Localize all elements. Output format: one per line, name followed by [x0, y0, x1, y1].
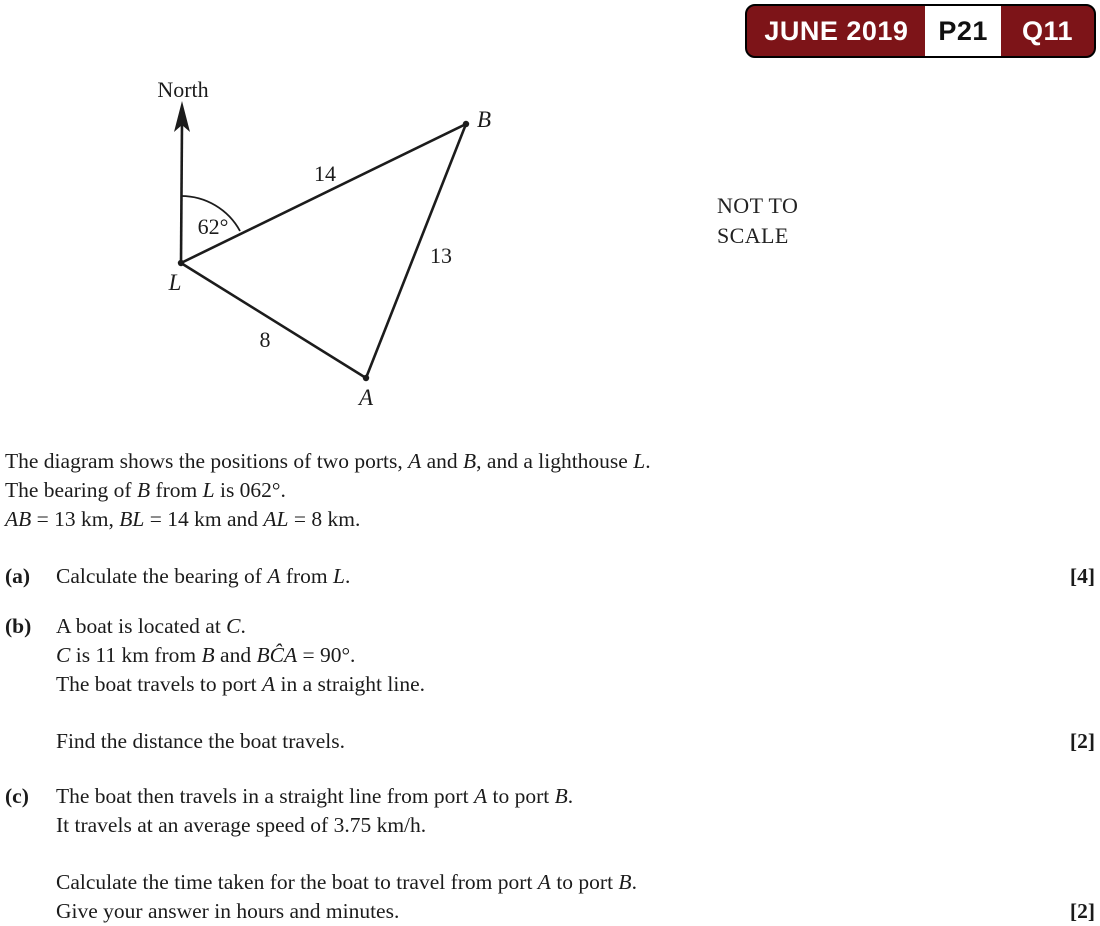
question-line: The boat then travels in a straight line from port A to port B.: [56, 784, 574, 808]
not-to-scale-line1: NOT TO: [717, 193, 799, 218]
part-a-text: [56, 562, 1095, 591]
not-to-scale-note: [717, 191, 798, 250]
question-line: The boat travels to port A in a straight line.: [56, 672, 425, 696]
part-a-label: (a): [5, 564, 31, 588]
question-line: Find the distance the boat travels. [2]: [56, 727, 1095, 756]
point-B: [463, 121, 469, 127]
not-to-scale-line2: SCALE: [717, 222, 789, 248]
part-c-label: (c): [5, 784, 29, 808]
line-LB: [181, 124, 466, 263]
side-BA-label: 13: [430, 243, 452, 268]
line-AL: [181, 263, 366, 378]
question-line: AB = 13 km, BL = 14 km and AL = 8 km.: [5, 507, 361, 531]
question-line: A boat is located at C.: [56, 614, 246, 638]
point-L: [178, 260, 184, 266]
question-part-b: [5, 612, 1095, 756]
question-line: Give your answer in hours and minutes. [2]: [56, 897, 1095, 926]
part-b-task: [56, 727, 1095, 756]
question-line: The bearing of B from L is 062°.: [5, 478, 286, 502]
badge-paper: P21: [925, 6, 1001, 56]
badge-session: JUNE 2019: [764, 15, 909, 46]
part-b-label: (b): [5, 614, 32, 638]
north-label: North: [157, 77, 209, 102]
point-A: [363, 375, 369, 381]
angle-label: 62°: [197, 214, 229, 239]
question-line: It travels at an average speed of 3.75 km/h.: [56, 813, 427, 837]
marks-badge: [2]: [1069, 729, 1095, 753]
question-line: Calculate the bearing of A from L. [4]: [56, 562, 1095, 591]
north-arrow-shaft: [181, 122, 182, 263]
exam-badge: [745, 4, 1096, 58]
badge-question: Q11: [1021, 15, 1073, 46]
part-c-text: [56, 782, 1095, 840]
part-b-text: [56, 612, 1095, 699]
part-c-task: [56, 868, 1095, 926]
question-line: The diagram shows the positions of two ports, A and B, and a lighthouse L.: [5, 449, 651, 473]
question-part-a: [5, 562, 1095, 591]
bearing-diagram: [0, 0, 560, 430]
question-line: C is 11 km from B and BĈA = 90°.: [56, 643, 356, 667]
marks-badge: [4]: [1069, 564, 1095, 588]
vertex-L-label: L: [168, 270, 182, 295]
vertex-B-label: B: [477, 107, 492, 132]
side-LA-label: 8: [259, 327, 271, 352]
question-body: [5, 447, 1095, 926]
question-part-c: [5, 782, 1095, 926]
question-line: Calculate the time taken for the boat to travel from port A to port B.: [56, 870, 637, 894]
question-intro: [5, 447, 1095, 534]
side-LB-label: 14: [314, 161, 336, 186]
vertex-A-label: A: [358, 385, 374, 410]
marks-badge: [2]: [1069, 899, 1095, 923]
